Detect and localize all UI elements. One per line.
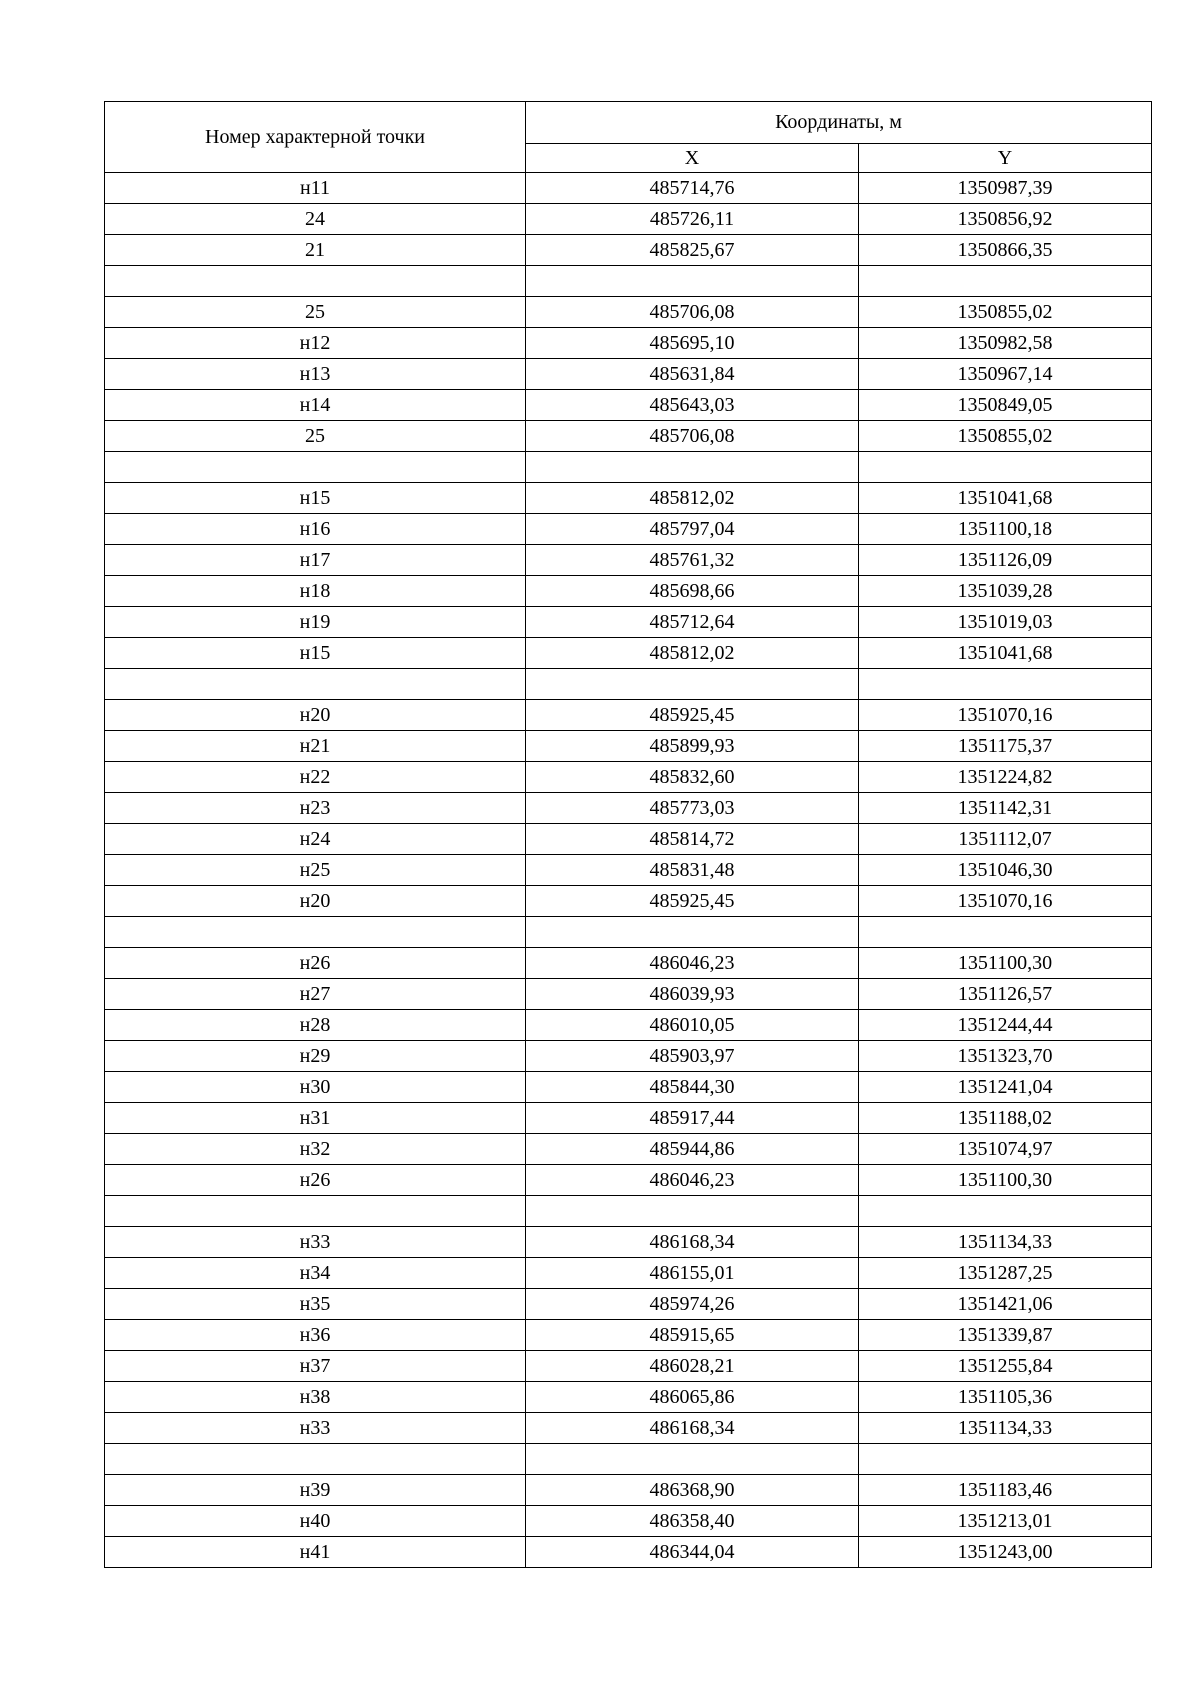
cell-y: 1351339,87 bbox=[859, 1320, 1152, 1351]
cell-x: 485695,10 bbox=[526, 328, 859, 359]
table-row bbox=[105, 390, 1152, 421]
table-row bbox=[105, 1227, 1152, 1258]
cell-x: 485812,02 bbox=[526, 638, 859, 669]
cell-point-number bbox=[105, 452, 526, 483]
cell-point-number: н15 bbox=[105, 638, 526, 669]
cell-point-number: н13 bbox=[105, 359, 526, 390]
table-row bbox=[105, 1010, 1152, 1041]
table-row bbox=[105, 948, 1152, 979]
table-row bbox=[105, 917, 1152, 948]
cell-point-number: 24 bbox=[105, 204, 526, 235]
cell-x: 485773,03 bbox=[526, 793, 859, 824]
table-row bbox=[105, 1444, 1152, 1475]
header-point-number: Номер характерной точки bbox=[105, 102, 526, 173]
cell-x: 486168,34 bbox=[526, 1413, 859, 1444]
cell-x: 485832,60 bbox=[526, 762, 859, 793]
cell-x: 485915,65 bbox=[526, 1320, 859, 1351]
cell-x: 485706,08 bbox=[526, 421, 859, 452]
cell-y: 1350855,02 bbox=[859, 421, 1152, 452]
table-row bbox=[105, 1351, 1152, 1382]
cell-x bbox=[526, 452, 859, 483]
table-row bbox=[105, 1258, 1152, 1289]
cell-y: 1351126,57 bbox=[859, 979, 1152, 1010]
coordinates-table bbox=[104, 101, 1152, 1568]
header-coordinates: Координаты, м bbox=[526, 102, 1152, 144]
cell-point-number bbox=[105, 917, 526, 948]
cell-x: 486155,01 bbox=[526, 1258, 859, 1289]
cell-x: 486065,86 bbox=[526, 1382, 859, 1413]
cell-y: 1351041,68 bbox=[859, 638, 1152, 669]
cell-point-number: н22 bbox=[105, 762, 526, 793]
cell-x bbox=[526, 917, 859, 948]
table-row bbox=[105, 638, 1152, 669]
cell-y: 1350987,39 bbox=[859, 173, 1152, 204]
cell-x: 485944,86 bbox=[526, 1134, 859, 1165]
table-row bbox=[105, 235, 1152, 266]
cell-y: 1350866,35 bbox=[859, 235, 1152, 266]
table-row bbox=[105, 824, 1152, 855]
cell-point-number: н26 bbox=[105, 1165, 526, 1196]
cell-y: 1350982,58 bbox=[859, 328, 1152, 359]
cell-x: 486010,05 bbox=[526, 1010, 859, 1041]
cell-y: 1351039,28 bbox=[859, 576, 1152, 607]
cell-y: 1351244,44 bbox=[859, 1010, 1152, 1041]
cell-x: 485643,03 bbox=[526, 390, 859, 421]
cell-y bbox=[859, 1444, 1152, 1475]
cell-x: 485814,72 bbox=[526, 824, 859, 855]
cell-point-number: н40 bbox=[105, 1506, 526, 1537]
cell-point-number: н15 bbox=[105, 483, 526, 514]
cell-x: 486344,04 bbox=[526, 1537, 859, 1568]
cell-point-number: н33 bbox=[105, 1227, 526, 1258]
table-row bbox=[105, 1506, 1152, 1537]
table-row bbox=[105, 1475, 1152, 1506]
cell-y: 1351188,02 bbox=[859, 1103, 1152, 1134]
table-row bbox=[105, 1165, 1152, 1196]
cell-y: 1350856,92 bbox=[859, 204, 1152, 235]
cell-x bbox=[526, 266, 859, 297]
cell-point-number bbox=[105, 266, 526, 297]
cell-y: 1350967,14 bbox=[859, 359, 1152, 390]
cell-x bbox=[526, 1196, 859, 1227]
table-row bbox=[105, 266, 1152, 297]
cell-x: 485698,66 bbox=[526, 576, 859, 607]
table-row bbox=[105, 1289, 1152, 1320]
cell-y: 1351323,70 bbox=[859, 1041, 1152, 1072]
table-row bbox=[105, 514, 1152, 545]
cell-point-number: н21 bbox=[105, 731, 526, 762]
table-row bbox=[105, 328, 1152, 359]
table-row bbox=[105, 700, 1152, 731]
cell-y: 1351134,33 bbox=[859, 1227, 1152, 1258]
cell-point-number: н39 bbox=[105, 1475, 526, 1506]
table-row bbox=[105, 731, 1152, 762]
cell-x: 485797,04 bbox=[526, 514, 859, 545]
table-row bbox=[105, 576, 1152, 607]
header-x: X bbox=[526, 144, 859, 173]
cell-y: 1351142,31 bbox=[859, 793, 1152, 824]
cell-y: 1351019,03 bbox=[859, 607, 1152, 638]
cell-x: 485899,93 bbox=[526, 731, 859, 762]
cell-y: 1351100,30 bbox=[859, 1165, 1152, 1196]
table-row bbox=[105, 452, 1152, 483]
table-row bbox=[105, 793, 1152, 824]
cell-y: 1351175,37 bbox=[859, 731, 1152, 762]
cell-y: 1351070,16 bbox=[859, 700, 1152, 731]
cell-y: 1351224,82 bbox=[859, 762, 1152, 793]
table-row bbox=[105, 421, 1152, 452]
cell-point-number: н30 bbox=[105, 1072, 526, 1103]
cell-point-number: н31 bbox=[105, 1103, 526, 1134]
table-row bbox=[105, 1413, 1152, 1444]
table-row bbox=[105, 979, 1152, 1010]
table-row bbox=[105, 669, 1152, 700]
cell-point-number: 21 bbox=[105, 235, 526, 266]
cell-y: 1351243,00 bbox=[859, 1537, 1152, 1568]
cell-point-number: н20 bbox=[105, 700, 526, 731]
cell-x: 485812,02 bbox=[526, 483, 859, 514]
table-row bbox=[105, 1103, 1152, 1134]
cell-point-number: н32 bbox=[105, 1134, 526, 1165]
cell-x: 486168,34 bbox=[526, 1227, 859, 1258]
cell-y: 1351287,25 bbox=[859, 1258, 1152, 1289]
cell-x: 485925,45 bbox=[526, 700, 859, 731]
cell-x bbox=[526, 1444, 859, 1475]
cell-point-number bbox=[105, 1444, 526, 1475]
cell-point-number: н23 bbox=[105, 793, 526, 824]
cell-point-number: н28 bbox=[105, 1010, 526, 1041]
cell-point-number: н12 bbox=[105, 328, 526, 359]
cell-x: 485631,84 bbox=[526, 359, 859, 390]
cell-point-number bbox=[105, 1196, 526, 1227]
table-row bbox=[105, 1072, 1152, 1103]
cell-y: 1350849,05 bbox=[859, 390, 1152, 421]
cell-point-number: н33 bbox=[105, 1413, 526, 1444]
cell-point-number: н16 bbox=[105, 514, 526, 545]
cell-x: 486046,23 bbox=[526, 1165, 859, 1196]
table-row bbox=[105, 1041, 1152, 1072]
cell-y: 1351046,30 bbox=[859, 855, 1152, 886]
cell-point-number: н11 bbox=[105, 173, 526, 204]
cell-y bbox=[859, 452, 1152, 483]
cell-x: 485831,48 bbox=[526, 855, 859, 886]
cell-x: 485825,67 bbox=[526, 235, 859, 266]
cell-x: 486028,21 bbox=[526, 1351, 859, 1382]
table-row bbox=[105, 1134, 1152, 1165]
cell-x: 485712,64 bbox=[526, 607, 859, 638]
cell-x: 485706,08 bbox=[526, 297, 859, 328]
table-row bbox=[105, 1320, 1152, 1351]
cell-x: 486046,23 bbox=[526, 948, 859, 979]
cell-y: 1351183,46 bbox=[859, 1475, 1152, 1506]
table-row bbox=[105, 173, 1152, 204]
cell-point-number: н35 bbox=[105, 1289, 526, 1320]
cell-point-number: н41 bbox=[105, 1537, 526, 1568]
cell-y: 1351070,16 bbox=[859, 886, 1152, 917]
cell-x: 485726,11 bbox=[526, 204, 859, 235]
cell-y bbox=[859, 266, 1152, 297]
cell-y bbox=[859, 917, 1152, 948]
cell-point-number: н24 bbox=[105, 824, 526, 855]
cell-y: 1351100,30 bbox=[859, 948, 1152, 979]
cell-point-number: н27 bbox=[105, 979, 526, 1010]
table-row bbox=[105, 297, 1152, 328]
cell-point-number: н25 bbox=[105, 855, 526, 886]
table-row bbox=[105, 762, 1152, 793]
cell-point-number bbox=[105, 669, 526, 700]
cell-point-number: н38 bbox=[105, 1382, 526, 1413]
cell-y: 1351105,36 bbox=[859, 1382, 1152, 1413]
table-row bbox=[105, 886, 1152, 917]
cell-x: 486039,93 bbox=[526, 979, 859, 1010]
cell-x: 486368,90 bbox=[526, 1475, 859, 1506]
cell-point-number: н36 bbox=[105, 1320, 526, 1351]
cell-point-number: н26 bbox=[105, 948, 526, 979]
table-row bbox=[105, 204, 1152, 235]
cell-y bbox=[859, 669, 1152, 700]
cell-y: 1351421,06 bbox=[859, 1289, 1152, 1320]
table-body bbox=[105, 173, 1152, 1568]
cell-x: 485903,97 bbox=[526, 1041, 859, 1072]
cell-x bbox=[526, 669, 859, 700]
cell-y: 1351255,84 bbox=[859, 1351, 1152, 1382]
cell-x: 485917,44 bbox=[526, 1103, 859, 1134]
cell-point-number: н18 bbox=[105, 576, 526, 607]
cell-x: 485844,30 bbox=[526, 1072, 859, 1103]
cell-y: 1351100,18 bbox=[859, 514, 1152, 545]
cell-x: 485974,26 bbox=[526, 1289, 859, 1320]
cell-y: 1350855,02 bbox=[859, 297, 1152, 328]
cell-point-number: н29 bbox=[105, 1041, 526, 1072]
cell-y: 1351241,04 bbox=[859, 1072, 1152, 1103]
cell-point-number: н37 bbox=[105, 1351, 526, 1382]
cell-x: 486358,40 bbox=[526, 1506, 859, 1537]
cell-point-number: н17 bbox=[105, 545, 526, 576]
cell-y: 1351213,01 bbox=[859, 1506, 1152, 1537]
header-y: Y bbox=[859, 144, 1152, 173]
table-row bbox=[105, 1196, 1152, 1227]
cell-point-number: н34 bbox=[105, 1258, 526, 1289]
cell-x: 485761,32 bbox=[526, 545, 859, 576]
cell-point-number: н19 bbox=[105, 607, 526, 638]
cell-x: 485925,45 bbox=[526, 886, 859, 917]
table-row bbox=[105, 483, 1152, 514]
cell-y: 1351112,07 bbox=[859, 824, 1152, 855]
table-row bbox=[105, 607, 1152, 638]
cell-y: 1351126,09 bbox=[859, 545, 1152, 576]
cell-point-number: 25 bbox=[105, 421, 526, 452]
cell-point-number: н14 bbox=[105, 390, 526, 421]
table-row bbox=[105, 545, 1152, 576]
cell-x: 485714,76 bbox=[526, 173, 859, 204]
cell-y: 1351134,33 bbox=[859, 1413, 1152, 1444]
cell-y: 1351041,68 bbox=[859, 483, 1152, 514]
cell-y bbox=[859, 1196, 1152, 1227]
cell-point-number: 25 bbox=[105, 297, 526, 328]
table-row bbox=[105, 855, 1152, 886]
table-row bbox=[105, 1382, 1152, 1413]
cell-point-number: н20 bbox=[105, 886, 526, 917]
table-row bbox=[105, 359, 1152, 390]
table-row bbox=[105, 1537, 1152, 1568]
cell-y: 1351074,97 bbox=[859, 1134, 1152, 1165]
